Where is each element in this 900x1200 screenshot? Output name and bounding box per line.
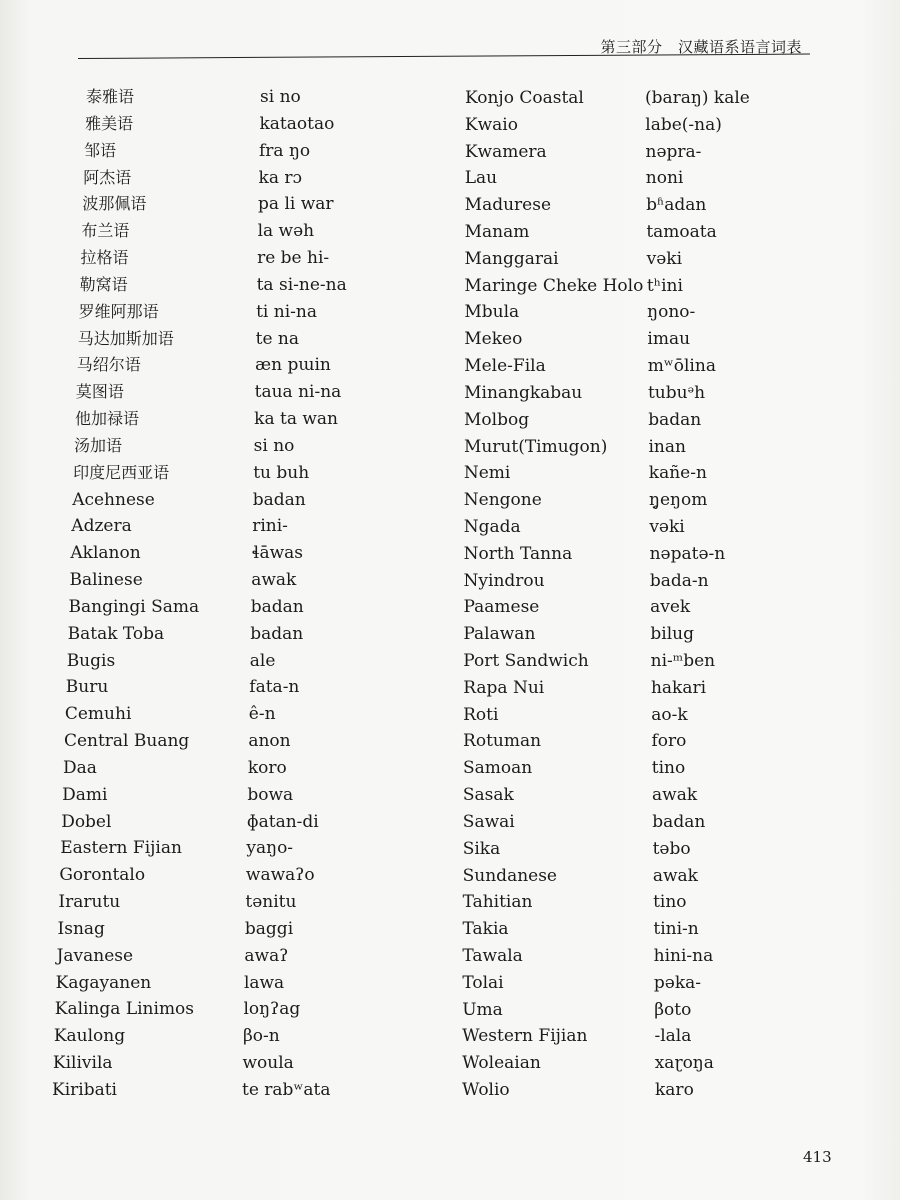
language-name: Palawan: [463, 624, 536, 645]
word-form: -lala: [654, 1026, 692, 1047]
language-name: Wolio: [462, 1080, 510, 1100]
word-form: awak: [251, 570, 297, 591]
word-form: wawaʔo: [245, 865, 315, 886]
language-name: Sundanese: [462, 865, 557, 886]
word-form: ɬāwas: [251, 543, 303, 564]
word-form: tənitu: [245, 892, 297, 913]
word-form: bilug: [650, 624, 694, 645]
language-name: Kilivila: [52, 1053, 113, 1074]
language-name: Aklanon: [70, 543, 141, 564]
language-name: Sasak: [462, 785, 514, 806]
word-form: bowa: [247, 784, 294, 805]
word-form: woula: [242, 1053, 294, 1074]
word-form: ti ni-na: [256, 301, 317, 322]
language-name: Takia: [462, 919, 509, 940]
language-name: Molbog: [464, 409, 530, 430]
word-form: nəpra-: [645, 141, 702, 162]
word-form: awaʔ: [244, 945, 289, 966]
language-name: Bangingi Sama: [68, 596, 200, 617]
word-form: fata-n: [249, 677, 300, 698]
word-form: awak: [652, 865, 698, 886]
word-form: ŋono-: [647, 302, 696, 323]
word-form: bada-n: [649, 570, 709, 591]
word-form: rini-: [252, 516, 288, 537]
language-name: Kaulong: [53, 1026, 126, 1047]
word-form: si no: [253, 435, 295, 456]
language-name: Rotuman: [463, 731, 542, 752]
language-name: Mbula: [464, 302, 520, 323]
language-name: Dobel: [61, 811, 112, 832]
language-name: Batak Toba: [67, 623, 165, 644]
language-name: Bugis: [66, 650, 116, 671]
word-form: re be hi-: [257, 248, 330, 269]
language-name: Woleaian: [462, 1053, 541, 1074]
word-form: pa li war: [258, 194, 334, 215]
language-name: Nemi: [463, 463, 511, 484]
language-name: Minangkabau: [464, 382, 583, 403]
word-form: (baraŋ) kale: [645, 88, 750, 108]
word-form: labe(-na): [645, 114, 722, 135]
word-form: nəpatə-n: [649, 543, 726, 564]
word-form: təbo: [652, 838, 691, 859]
word-form: ɸatan-di: [246, 811, 319, 832]
language-name: Nengone: [463, 490, 542, 511]
language-name: 邹语: [84, 140, 117, 160]
language-name: Kwaio: [464, 114, 518, 135]
word-form: noni: [645, 168, 684, 189]
language-name: Adzera: [71, 516, 132, 537]
word-form: taua ni-na: [254, 382, 342, 403]
language-name: Konjo Coastal: [465, 88, 584, 108]
language-name: Eastern Fijian: [60, 838, 182, 859]
word-form: ka ta wan: [254, 409, 339, 430]
word-form: tino: [651, 758, 686, 779]
language-name: Roti: [463, 704, 499, 725]
language-name: Maringe Cheke Holo: [464, 275, 644, 296]
language-name: Balinese: [69, 570, 143, 591]
word-form: vəki: [649, 516, 685, 537]
language-name: Tahitian: [462, 892, 533, 913]
language-name: Kagayanen: [55, 972, 152, 993]
word-form: la wəh: [257, 221, 315, 242]
word-form: badan: [250, 623, 304, 644]
language-name: Manam: [464, 222, 530, 243]
word-form: awak: [652, 785, 698, 806]
language-name: Nyindrou: [463, 570, 545, 591]
language-name: 雅美语: [85, 113, 134, 133]
word-form: tamoata: [646, 222, 717, 243]
language-name: 罗维阿那语: [78, 301, 159, 321]
word-form: pəka-: [653, 972, 702, 993]
language-name: 马达加斯加语: [77, 328, 174, 348]
word-form: hini-na: [653, 945, 714, 966]
word-form: anon: [248, 731, 291, 752]
word-form: badan: [250, 596, 304, 617]
language-name: Javanese: [56, 945, 134, 966]
word-form: tu buh: [253, 462, 310, 483]
language-name: Port Sandwich: [463, 651, 589, 672]
word-form: inan: [648, 436, 686, 457]
language-name: Irarutu: [58, 892, 121, 913]
language-name: North Tanna: [463, 543, 573, 564]
language-name: Tolai: [462, 972, 504, 993]
running-header: 第三部分 汉藏语系语言词表: [600, 38, 802, 56]
word-form: kataotao: [259, 113, 335, 134]
word-form: si no: [260, 87, 301, 107]
language-name: Lau: [464, 168, 498, 189]
language-name: 勒窝语: [79, 274, 128, 294]
word-form: te na: [255, 328, 299, 349]
language-name: Dami: [62, 784, 108, 805]
word-form: tini-n: [653, 919, 699, 940]
word-form: kañe-n: [648, 463, 707, 484]
word-form: tʰini: [646, 275, 683, 296]
word-form: te rabʷata: [242, 1080, 331, 1100]
word-form: badan: [648, 409, 702, 430]
word-form: imau: [647, 329, 691, 350]
language-name: Central Buang: [63, 731, 190, 752]
word-form: badan: [652, 811, 706, 832]
word-form: tino: [653, 892, 687, 913]
word-form: ka rɔ: [258, 167, 303, 188]
language-name: Mekeo: [464, 329, 523, 350]
language-name: Rapa Nui: [463, 677, 545, 698]
word-form: loŋʔag: [243, 999, 301, 1020]
language-name: 印度尼西亚语: [73, 462, 170, 482]
word-form: badan: [252, 489, 306, 510]
page-number: 413: [803, 1148, 832, 1166]
word-form: βoto: [654, 999, 692, 1020]
language-name: Murut(Timugon): [463, 436, 608, 457]
word-form: baggi: [244, 918, 294, 939]
language-name: Western Fijian: [462, 1026, 588, 1047]
language-name: Kalinga Linimos: [54, 999, 195, 1020]
language-name: Paamese: [463, 597, 540, 618]
language-name: 莫图语: [75, 382, 124, 402]
language-name: 波那佩语: [82, 194, 147, 214]
language-name: Acehnese: [72, 489, 155, 510]
word-form: ale: [249, 650, 276, 671]
language-name: Gorontalo: [59, 865, 146, 886]
language-name: 布兰语: [81, 221, 130, 241]
word-form: ta si-ne-na: [256, 274, 347, 295]
language-name: 汤加语: [74, 435, 123, 455]
word-form: mʷōlina: [647, 356, 716, 377]
word-form: yaŋo-: [246, 838, 294, 859]
language-name: Madurese: [464, 195, 552, 216]
word-form: vəki: [646, 248, 683, 269]
language-name: Kiribati: [52, 1080, 117, 1100]
language-name: Daa: [63, 757, 97, 778]
word-form: foro: [651, 731, 687, 752]
language-name: Kwamera: [464, 141, 547, 162]
language-name: Cemuhi: [64, 704, 132, 725]
word-form: lawa: [243, 972, 285, 993]
language-name: Samoan: [462, 758, 533, 779]
language-name: Buru: [65, 677, 109, 698]
language-name: Uma: [462, 999, 503, 1020]
language-name: Sika: [462, 838, 501, 859]
language-name: 他加禄语: [74, 409, 139, 429]
language-name: 阿杰语: [83, 167, 132, 187]
word-form: fra ŋo: [259, 140, 311, 161]
language-name: 泰雅语: [86, 87, 135, 106]
word-form: ao-k: [651, 704, 688, 725]
language-name: Sawai: [462, 811, 515, 832]
word-form: xaɽoŋa: [654, 1053, 714, 1074]
word-form: æn pɯin: [255, 355, 331, 376]
word-form: koro: [247, 757, 287, 778]
word-form: bʱadan: [646, 195, 707, 216]
word-form: ê-n: [248, 704, 276, 725]
language-name: Ngada: [463, 516, 521, 537]
word-form: karo: [655, 1080, 694, 1100]
word-form: ni-ᵐben: [650, 651, 716, 672]
language-name: Isnag: [57, 918, 105, 939]
word-form: βo-n: [242, 1026, 280, 1047]
word-form: hakari: [650, 677, 707, 698]
word-form: tubuᵊh: [647, 382, 706, 403]
language-name: Tawala: [462, 945, 523, 966]
language-name: Mele-Fila: [464, 356, 546, 377]
word-form: ŋ̥eŋom: [649, 490, 708, 511]
language-name: 马绍尔语: [76, 355, 141, 375]
language-name: Manggarai: [464, 248, 559, 269]
language-name: 拉格语: [80, 248, 129, 268]
word-form: avek: [650, 597, 691, 618]
